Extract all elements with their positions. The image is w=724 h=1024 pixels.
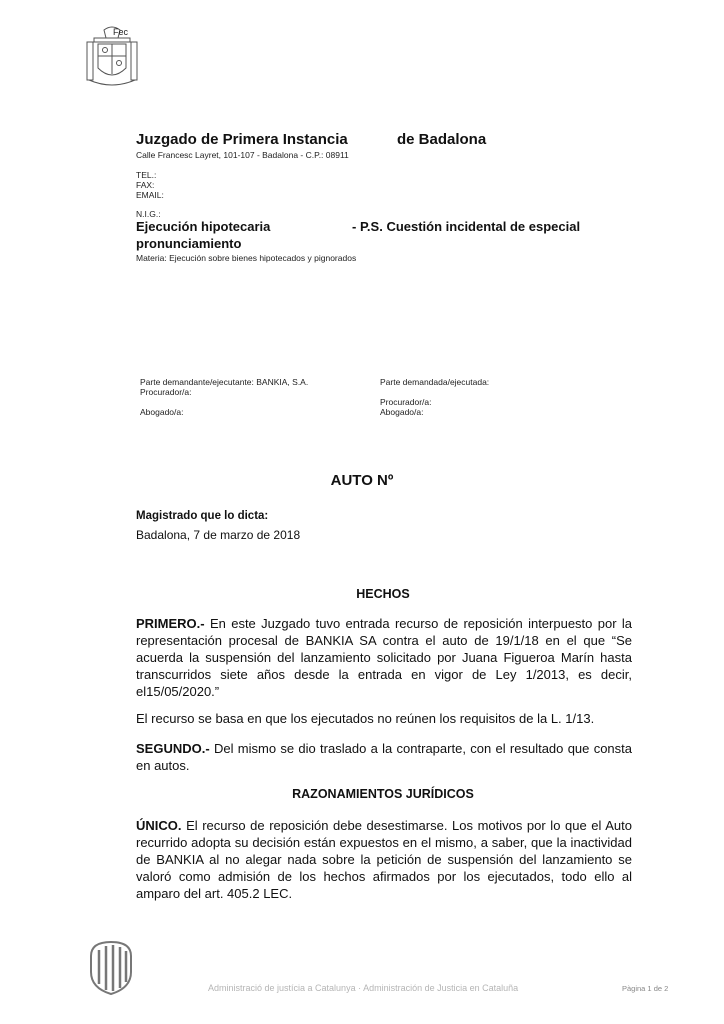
court-address: Calle Francesc Layret, 101-107 - Badalona - C.P.: 08911: [136, 150, 349, 160]
procedure-type: Ejecución hipotecaria: [136, 219, 271, 234]
materia: Materia: Ejecución sobre bienes hipotecados y pignorados: [136, 253, 357, 263]
plaintiff-abogado: Abogado/a:: [140, 407, 184, 417]
primero-text: En este Juzgado tuvo entrada recurso de reposición interpuesto por la representación procesal de BANKIA SA contra el auto de 19/1/18 en el que “Se acuerda la suspensión del lanzamiento solicitado por Juana Figueroa Marín hasta transcurridos siete años desde la entrada en vigor de Ley 1/2013, es decir, el15/05/2020.”: [136, 616, 632, 699]
unico-label: ÚNICO.: [136, 818, 182, 833]
primero-label: PRIMERO.-: [136, 616, 205, 631]
page-number: Pàgina 1 de 2: [622, 984, 669, 993]
auto-title: AUTO Nº: [330, 472, 394, 489]
plaintiff-name: Parte demandante/ejecutante: BANKIA, S.A.: [140, 377, 309, 387]
defendant-name: Parte demandada/ejecutada:: [380, 377, 490, 387]
procedure-detail: - P.S. Cuestión incidental de especial: [352, 219, 581, 234]
tel-label: TEL.:: [136, 170, 157, 180]
hechos-title: HECHOS: [356, 587, 410, 601]
razonamientos-title: RAZONAMIENTOS JURÍDICOS: [292, 787, 474, 801]
court-city: de Badalona: [397, 131, 487, 148]
logo-label: Fec: [113, 27, 129, 37]
defendant-procurador: Procurador/a:: [380, 397, 432, 407]
procedure-detail-cont: pronunciamiento: [136, 236, 242, 251]
magistrado-label: Magistrado que lo dicta:: [136, 510, 269, 522]
fax-label: FAX:: [136, 180, 155, 190]
plaintiff-block: [140, 377, 308, 417]
defendant-abogado: Abogado/a:: [380, 407, 424, 417]
segundo-label: SEGUNDO.-: [136, 741, 210, 756]
segundo-text: Del mismo se dio traslado a la contraparte, con el resultado que consta en autos.: [136, 741, 632, 773]
court-title: Juzgado de Primera Instancia: [136, 131, 348, 148]
unico-text: El recurso de reposición debe desestimarse. Los motivos por lo que el Auto recurrido adopta su decisión están expuestos en el mismo, a saber, que la inactividad de BANKIA al no alegar nada sobre la petición de suspensión del lanzamiento se valoró como admisión de los hechos afirmados por los ejecutados, todo ello al amparo del art. 405.2 LEC.: [136, 818, 632, 901]
primero-paragraph: [136, 615, 632, 700]
auto-date: Badalona, 7 de marzo de 2018: [136, 528, 301, 542]
recurso-paragraph: El recurso se basa en que los ejecutados no reúnen los requisitos de la L. 1/13.: [136, 711, 595, 726]
defendant-block: [380, 377, 489, 417]
coat-of-arms-logo: [84, 22, 140, 92]
unico-paragraph: [136, 817, 632, 902]
contact-block: [136, 170, 164, 200]
nig-label: N.I.G.:: [136, 209, 161, 219]
generalitat-emblem: [86, 940, 136, 996]
plaintiff-procurador: Procurador/a:: [140, 387, 192, 397]
email-label: EMAIL:: [136, 190, 164, 200]
segundo-paragraph: [136, 740, 632, 774]
footer-text: Administració de justícia a Catalunya · Administración de Justicia en Cataluña: [208, 983, 519, 993]
